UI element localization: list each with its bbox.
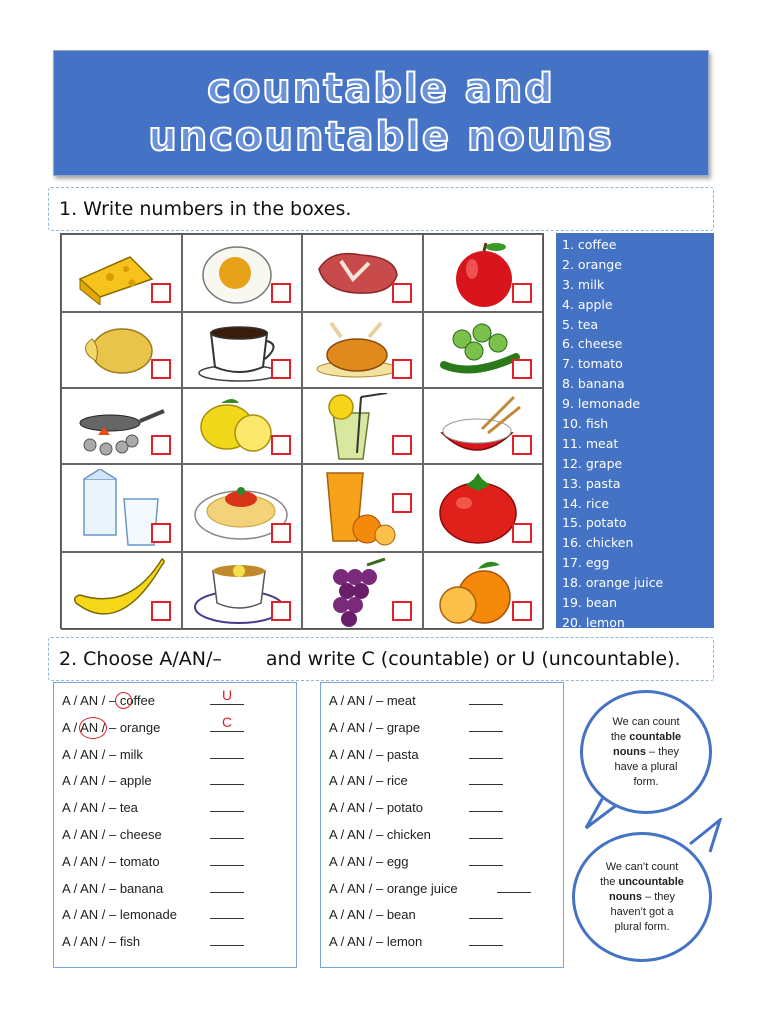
question-row [62, 715, 288, 742]
picture-cell [302, 552, 423, 630]
exercise-2-instruction-part-2: and write C (countable) or U (uncountable). [265, 648, 681, 670]
article-options[interactable]: A / AN / – [62, 693, 117, 708]
article-options[interactable]: A / AN / – [329, 746, 384, 762]
question-word: meat [386, 693, 416, 708]
choose-list-left [53, 682, 297, 968]
answer-box[interactable] [512, 435, 532, 455]
question-word: cheese [119, 826, 162, 842]
egg-icon [191, 239, 281, 305]
apple-icon [432, 239, 522, 309]
question-row [329, 688, 555, 715]
picture-cell [423, 552, 544, 630]
bubble-text: We can count [612, 715, 680, 728]
picture-cell [182, 234, 303, 312]
question-word: tea [119, 800, 138, 816]
answer-box[interactable] [151, 601, 171, 621]
word-list-item: 11. meat [562, 435, 619, 451]
picture-cell [182, 552, 303, 630]
grape-icon [311, 557, 401, 629]
bubble-text: the uncountable [600, 875, 684, 888]
bubble-text: We can’t count [605, 860, 679, 873]
answer-box[interactable] [392, 435, 412, 455]
answer-box[interactable] [151, 359, 171, 379]
word-list-item: 3. milk [562, 276, 605, 292]
answer-blank[interactable] [469, 784, 503, 785]
written-answer: C [221, 713, 233, 730]
answer-box[interactable] [392, 359, 412, 379]
picture-grid [60, 233, 544, 629]
question-row [329, 742, 555, 769]
article-options[interactable]: A / AN / – [62, 800, 117, 816]
question-word: bean [386, 907, 416, 923]
answer-blank[interactable] [210, 945, 244, 946]
answer-box[interactable] [512, 359, 532, 379]
question-word: lemon [386, 934, 423, 950]
bubble-text: the countable [610, 730, 682, 743]
orange-icon [432, 557, 522, 629]
article-options[interactable]: A / AN / – [329, 693, 384, 708]
article-options[interactable]: A / AN / – [62, 719, 117, 735]
word-list-item: 16. chicken [562, 535, 634, 551]
choose-list-right [320, 682, 564, 968]
answer-blank[interactable] [469, 731, 503, 732]
exercise-1-heading [48, 187, 714, 231]
question-word: chicken [386, 826, 431, 842]
circled-choice-mark [115, 692, 132, 709]
question-word: milk [119, 746, 143, 762]
question-row [62, 688, 288, 715]
article-options[interactable]: A / AN / – [62, 773, 117, 789]
bubble-text: have a plural [614, 760, 678, 773]
question-row [62, 795, 288, 822]
bean-icon [432, 317, 522, 383]
answer-blank[interactable] [469, 838, 503, 839]
picture-cell [61, 388, 182, 464]
word-list-item: 5. tea [562, 316, 599, 332]
answer-box[interactable] [271, 359, 291, 379]
question-row [329, 876, 555, 903]
question-word: potato [386, 800, 423, 816]
answer-blank[interactable] [210, 704, 244, 705]
word-list-item: 8. banana [562, 376, 625, 392]
article-options[interactable]: A / AN / – [329, 719, 384, 735]
answer-box[interactable] [151, 523, 171, 543]
question-word: lemonade [119, 907, 177, 923]
answer-box[interactable] [271, 283, 291, 303]
page-title-line-2: uncountable nouns [148, 114, 614, 160]
question-row [329, 715, 555, 742]
answer-blank[interactable] [210, 758, 244, 759]
question-word: coffee [119, 693, 156, 708]
picture-cell [302, 464, 423, 552]
word-list [556, 233, 714, 628]
picture-cell [302, 234, 423, 312]
answer-box[interactable] [271, 435, 291, 455]
word-list-item: 6. cheese [562, 336, 623, 352]
picture-cell [423, 312, 544, 388]
answer-blank[interactable] [469, 704, 503, 705]
answer-box[interactable] [392, 493, 412, 513]
word-list-item: 7. tomato [562, 356, 623, 372]
picture-cell [182, 388, 303, 464]
answer-blank[interactable] [469, 945, 503, 946]
question-row [62, 742, 288, 769]
answer-box[interactable] [512, 523, 532, 543]
question-word: pasta [386, 746, 419, 762]
answer-box[interactable] [271, 523, 291, 543]
picture-cell [302, 312, 423, 388]
word-list-item: 2. orange [562, 256, 622, 272]
question-row [329, 795, 555, 822]
answer-blank[interactable] [210, 892, 244, 893]
question-row [62, 768, 288, 795]
question-row [62, 849, 288, 876]
uncountable-info-bubble [572, 832, 712, 962]
answer-box[interactable] [151, 283, 171, 303]
question-row [329, 768, 555, 795]
answer-blank[interactable] [469, 811, 503, 812]
word-list-item: 15. potato [562, 515, 627, 531]
article-options[interactable]: A / AN / – [62, 853, 117, 869]
question-word: orange juice [386, 880, 458, 896]
bubble-text: haven’t got a [610, 905, 674, 918]
rice-icon [432, 393, 522, 463]
question-row [62, 902, 288, 929]
article-options[interactable]: A / AN / – [329, 934, 384, 950]
question-word: tomato [119, 853, 160, 869]
question-word: apple [119, 773, 152, 789]
answer-blank[interactable] [469, 758, 503, 759]
bubble-text: nouns – they [612, 745, 680, 758]
word-list-item: 14. rice [562, 495, 610, 511]
article-options[interactable]: A / AN / – [329, 826, 384, 842]
cheese-icon [70, 239, 160, 305]
question-word: egg [386, 853, 409, 869]
article-options[interactable]: A / AN / – [329, 800, 384, 816]
question-row [329, 929, 555, 956]
picture-cell [423, 234, 544, 312]
article-options[interactable]: A / AN / – [329, 773, 384, 789]
picture-cell [182, 312, 303, 388]
article-options[interactable]: A / AN / – [62, 907, 117, 923]
lemonade-icon [311, 393, 401, 463]
picture-cell [61, 312, 182, 388]
word-list-item: 13. pasta [562, 475, 621, 491]
tomato-icon [432, 469, 522, 549]
word-list-item: 1. coffee [562, 237, 617, 252]
question-row [62, 822, 288, 849]
question-row [329, 822, 555, 849]
countable-info-bubble [580, 690, 712, 814]
answer-blank[interactable] [210, 918, 244, 919]
question-word: orange [119, 719, 161, 735]
potato-icon [70, 317, 160, 383]
word-list-item: 9. lemonade [562, 396, 641, 412]
question-row [329, 849, 555, 876]
picture-cell [61, 464, 182, 552]
question-word: grape [386, 719, 421, 735]
article-options[interactable]: A / AN / – [329, 880, 384, 896]
page-title-line-1: countable and [207, 66, 555, 112]
exercise-2-instruction-part-1: 2. Choose A/AN/– [59, 648, 222, 670]
written-answer: U [221, 687, 233, 703]
word-list-item: 4. apple [562, 296, 613, 312]
lemon-icon [191, 393, 281, 459]
article-options[interactable]: A / AN / – [62, 746, 117, 762]
answer-box[interactable] [392, 601, 412, 621]
answer-blank[interactable] [469, 918, 503, 919]
bubble-text: nouns – they [608, 890, 676, 903]
question-row [62, 929, 288, 956]
answer-blank[interactable] [497, 892, 531, 893]
answer-blank[interactable] [210, 731, 244, 732]
title-banner [53, 50, 709, 176]
question-word: banana [119, 880, 164, 896]
picture-cell [423, 388, 544, 464]
exercise-2-heading [48, 637, 714, 681]
article-options[interactable]: A / AN / – [329, 853, 384, 869]
answer-blank[interactable] [469, 865, 503, 866]
answer-box[interactable] [512, 601, 532, 621]
word-list-item: 20. lemon [562, 614, 625, 630]
picture-cell [182, 464, 303, 552]
answer-box[interactable] [151, 435, 171, 455]
answer-box[interactable] [271, 601, 291, 621]
question-row [62, 876, 288, 903]
picture-cell [302, 388, 423, 464]
answer-box[interactable] [512, 283, 532, 303]
answer-blank[interactable] [210, 811, 244, 812]
article-options[interactable]: A / AN / – [62, 826, 117, 842]
word-list-item: 18. orange juice [562, 575, 664, 591]
question-word: fish [119, 934, 141, 950]
answer-blank[interactable] [210, 865, 244, 866]
word-list-item: 19. bean [562, 595, 618, 611]
word-list-item: 12. grape [562, 455, 623, 471]
answer-box[interactable] [392, 283, 412, 303]
article-options[interactable]: A / AN / – [62, 880, 117, 896]
question-row [329, 902, 555, 929]
answer-blank[interactable] [210, 784, 244, 785]
orange-juice-icon [311, 469, 401, 549]
chicken-icon [311, 317, 401, 383]
picture-cell [423, 464, 544, 552]
circled-choice-mark [79, 717, 107, 739]
article-options[interactable]: A / AN / – [329, 907, 384, 923]
article-options[interactable]: A / AN / – [62, 934, 117, 950]
picture-cell [61, 552, 182, 630]
bubble-text: plural form. [614, 920, 670, 933]
question-word: rice [386, 773, 408, 789]
meat-icon [311, 239, 401, 305]
exercise-1-instruction: 1. Write numbers in the boxes. [59, 198, 352, 220]
picture-cell [61, 234, 182, 312]
word-list-item: 17. egg [562, 555, 610, 571]
word-list-item: 10. fish [562, 416, 609, 432]
answer-blank[interactable] [210, 838, 244, 839]
bubble-text: form. [633, 775, 659, 788]
